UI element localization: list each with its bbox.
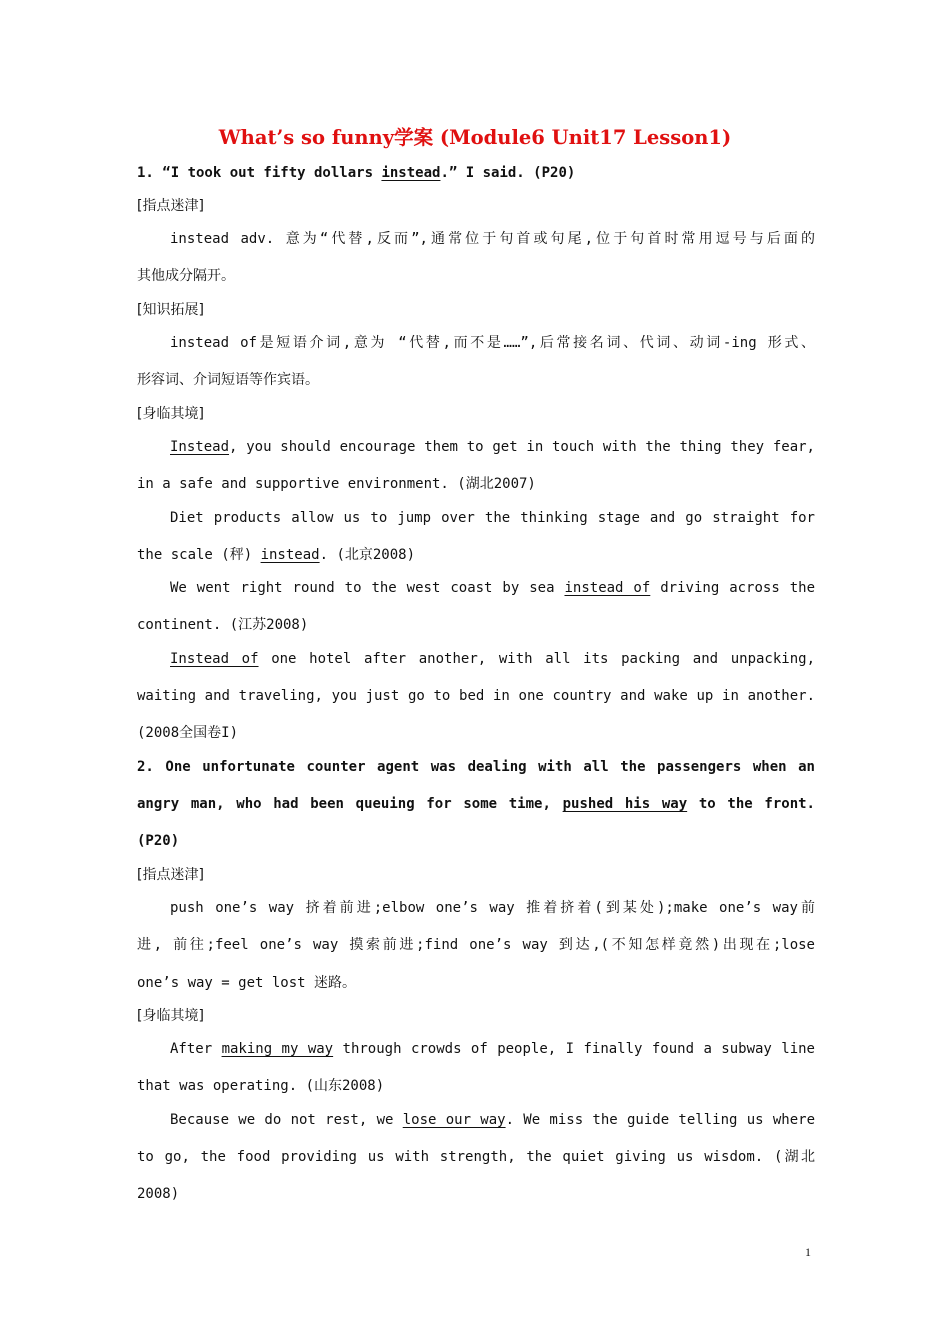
example-3-line-1: We went right round to the west coast by sea instead of driving across the (170, 580, 815, 596)
section-label-tips-2: [指点迷津] (137, 867, 204, 883)
example-2-line-1: Diet products allow us to jump over the thinking stage and go straight for (170, 510, 815, 526)
underlined-phrase: instead (260, 547, 320, 563)
example-4-line-1: Instead of one hotel after another, with all its packing and unpacking, (170, 651, 815, 667)
tip-2-line-2: 进, 前往;feel one’s way 摸索前进;find one’s way 到达,(不知怎样竟然)出现在;lose (137, 937, 815, 953)
section-label-expand: [知识拓展] (137, 302, 204, 318)
underlined-phrase: instead of (564, 580, 651, 596)
page-number: 1 (805, 1245, 811, 1259)
tip-1-line-2: 其他成分隔开。 (137, 268, 235, 284)
document-title: What’s so funny学案 (Module6 Unit17 Lesson1) (218, 126, 732, 149)
example-4-line-2: waiting and traveling, you just go to bed in one country and wake up in another. (137, 688, 815, 704)
example-6-line-3: 2008) (137, 1186, 180, 1202)
underlined-phrase: pushed his way (562, 796, 688, 812)
example-1-line-1: Instead, you should encourage them to get in touch with the thing they fear, (170, 439, 815, 455)
underlined-phrase: Instead of (170, 651, 259, 667)
example-6-line-2: to go, the food providing us with strength, the quiet giving us wisdom. (湖北 (137, 1149, 815, 1165)
underlined-phrase: instead (381, 165, 441, 181)
tip-2-line-1: push one’s way 挤着前进;elbow one’s way 推着挤着(到某处);make one’s way前 (170, 900, 815, 916)
underlined-phrase: Instead (170, 439, 230, 455)
example-1-line-2: in a safe and supportive environment. (湖北2007) (137, 476, 536, 492)
underlined-phrase: lose our way (402, 1112, 506, 1128)
tip-2-line-3: one’s way = get lost 迷路。 (137, 975, 357, 991)
tip-1-line-1: instead adv. 意为“代替,反而”,通常位于句首或句尾,位于句首时常用逗号与后面的 (170, 231, 815, 247)
section-label-practice-2: [身临其境] (137, 1008, 204, 1024)
section-label-tips: [指点迷津] (137, 198, 204, 214)
expand-1-line-2: 形容词、介词短语等作宾语。 (137, 372, 319, 388)
question-2-line-1: 2. One unfortunate counter agent was dealing with all the passengers when an (137, 759, 815, 775)
question-1: 1. “I took out fifty dollars instead.” I said. (P20) (137, 165, 576, 181)
section-label-practice: [身临其境] (137, 406, 204, 422)
example-6-line-1: Because we do not rest, we lose our way. We miss the guide telling us where (170, 1112, 815, 1128)
example-5-line-2: that was operating. (山东2008) (137, 1078, 385, 1094)
question-2-line-2: angry man, who had been queuing for some time, pushed his way to the front. (137, 796, 815, 812)
example-5-line-1: After making my way through crowds of people, I finally found a subway line (170, 1041, 815, 1057)
expand-1-line-1: instead of是短语介词,意为 “代替,而不是……”,后常接名词、代词、动词-ing 形式、 (170, 335, 815, 351)
underlined-phrase: making my way (221, 1041, 334, 1057)
example-2-line-2: the scale (秤) instead. (北京2008) (137, 547, 416, 563)
question-2-line-3: (P20) (137, 833, 180, 849)
example-4-line-3: (2008全国卷I) (137, 725, 239, 741)
example-3-line-2: continent. (江苏2008) (137, 617, 309, 633)
